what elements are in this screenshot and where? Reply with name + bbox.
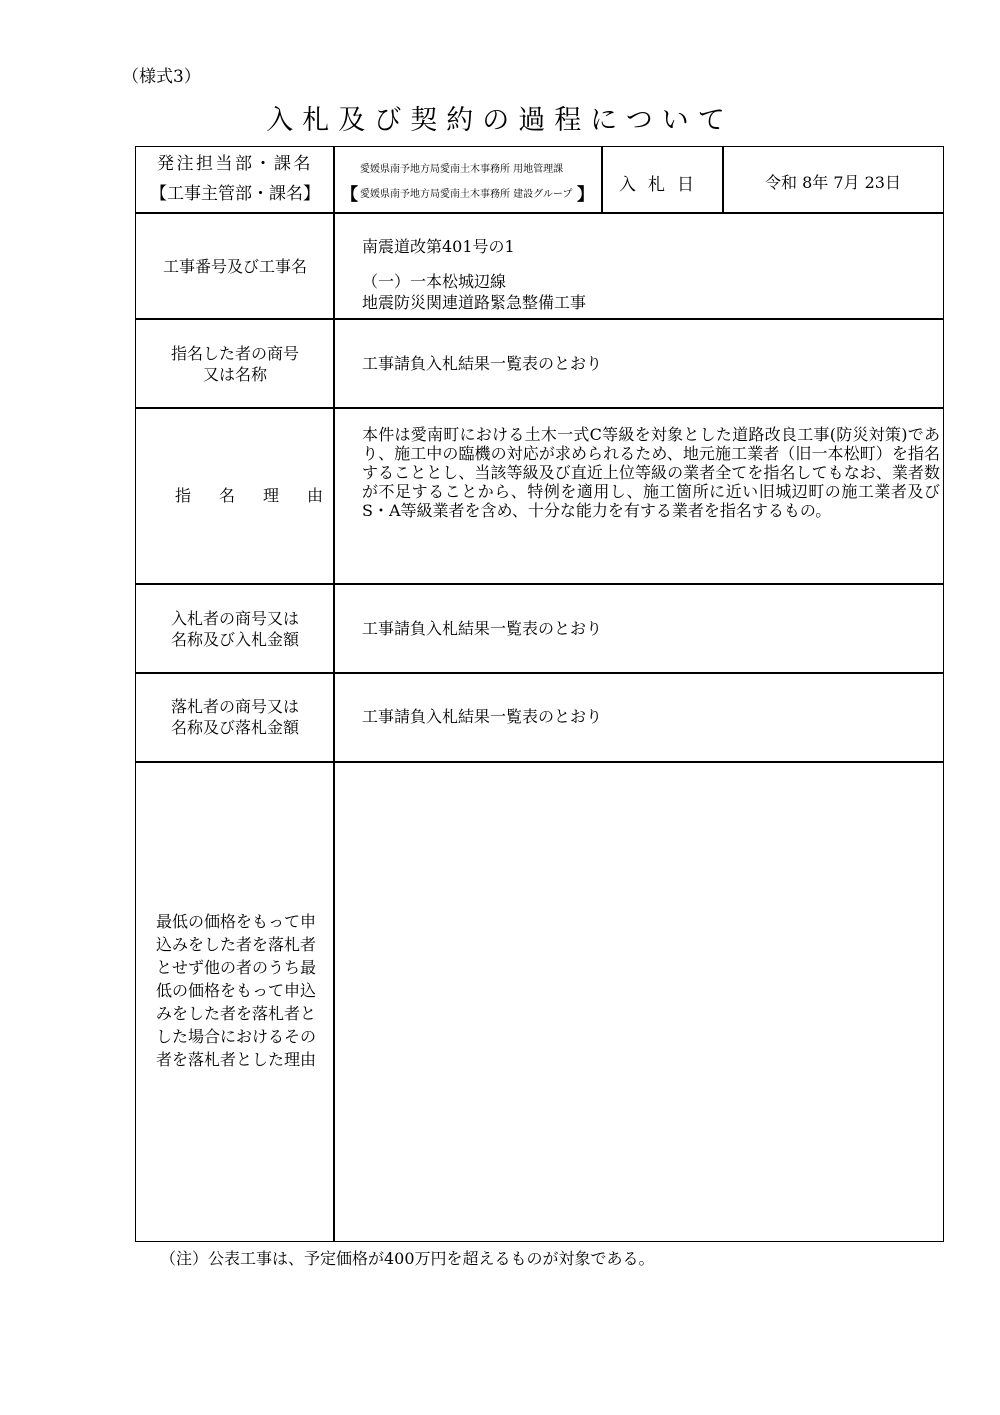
reason-value: 本件は愛南町における土木一式C等級を対象とした道路改良工事(防災対策)であり、施工中の臨機の対応が求められるため、地元施工業者（旧一本松町）を指名することとし、当該等級及び直近上位等級の業者全てを指名してもなお、業者数が不足することから、特例を適用し、施工箇所に近い旧城辺町の施工業者及びS・A等級業者を含め、十分な能力を有する業者を指名するもの。 <box>362 425 940 520</box>
bidders-label: 名称及び入札金額 <box>170 630 299 649</box>
construction-label: 工事番号及び工事名 <box>162 257 307 276</box>
reason-label: 指名理由 <box>174 486 351 505</box>
row-divider <box>135 407 944 409</box>
column-divider <box>333 146 335 1242</box>
footnote: （注）公表工事は、予定価格が400万円を超えるものが対象である。 <box>160 1249 655 1268</box>
bidders-label: 入札者の商号又は <box>170 609 299 628</box>
row-divider <box>135 318 944 320</box>
designated-label: 又は名称 <box>202 365 267 384</box>
designated-label: 指名した者の商号 <box>170 344 299 363</box>
bracket-open: 【 <box>341 185 358 205</box>
form-number: （様式3） <box>122 67 201 87</box>
bidders-value: 工事請負入札結果一覧表のとおり <box>362 619 603 638</box>
managing-dept-value: 愛媛県南予地方局愛南土木事務所 建設グループ <box>360 189 573 200</box>
construction-route: （一）一本松城辺線 <box>362 272 507 291</box>
designated-value: 工事請負入札結果一覧表のとおり <box>362 354 603 373</box>
winner-label: 名称及び落札金額 <box>170 718 299 737</box>
row-divider <box>135 212 944 214</box>
winner-label: 落札者の商号又は <box>170 697 299 716</box>
row-divider <box>135 761 944 763</box>
managing-dept-label: 【工事主管部・課名】 <box>150 184 320 204</box>
row-divider <box>135 672 944 674</box>
winner-value: 工事請負入札結果一覧表のとおり <box>362 707 603 726</box>
dept-label: 発注担当部・課名 <box>157 154 313 174</box>
exception-label: 最低の価格をもって申込みをした者を落札者とせず他の者のうち最低の価格をもって申込みをした者を落札者とした場合におけるその者を落札者とした理由 <box>155 912 316 1069</box>
row-divider <box>135 583 944 585</box>
dept-value: 愛媛県南予地方局愛南土木事務所 用地管理課 <box>360 164 564 175</box>
construction-name: 地震防災関連道路緊急整備工事 <box>362 293 587 312</box>
bid-date-value: 令和 8年 7月 23日 <box>765 173 901 192</box>
construction-number: 南震道改第401号の1 <box>362 237 515 256</box>
page-title: 入札及び契約の過程について <box>266 105 734 136</box>
bid-date-label: 入札日 <box>619 175 706 195</box>
bracket-close: 】 <box>577 185 594 205</box>
